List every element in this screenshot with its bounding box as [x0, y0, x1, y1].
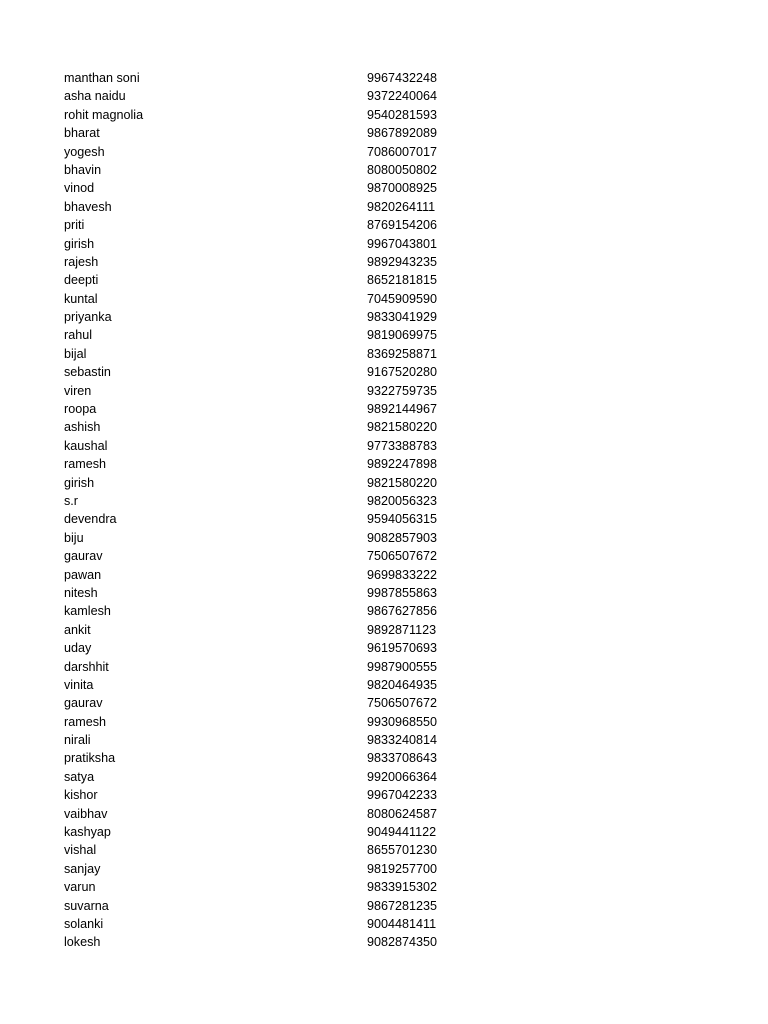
contact-row: [64, 860, 464, 878]
contact-name: bijal: [64, 346, 87, 361]
contact-row: [64, 69, 464, 87]
contact-name: gaurav: [64, 696, 103, 711]
contact-row: [64, 676, 464, 694]
contact-name: manthan soni: [64, 71, 140, 85]
contact-name: nirali: [64, 733, 91, 748]
contact-row: [64, 308, 464, 326]
contact-phone: 9322759735: [367, 383, 438, 398]
contact-name: yogesh: [64, 144, 105, 159]
contact-name: sanjay: [64, 861, 101, 876]
contact-name: bhavesh: [64, 199, 112, 214]
contact-row: [64, 749, 464, 767]
contact-phone: 9820056323: [367, 493, 438, 508]
contact-name: satya: [64, 769, 95, 784]
contact-phone: 8652181815: [367, 273, 438, 288]
contact-phone: 9987855863: [367, 585, 438, 600]
contact-row: [64, 492, 464, 510]
contact-phone: 8369258871: [367, 346, 438, 361]
contact-phone: 9892247898: [367, 457, 438, 472]
contact-name: kuntal: [64, 291, 98, 306]
contact-phone: 9867281235: [367, 898, 438, 913]
contact-phone: 7086007017: [367, 144, 438, 159]
contact-phone: 9821580220: [367, 420, 438, 435]
contact-phone: 9967432248: [367, 71, 438, 85]
contact-row: [64, 713, 464, 731]
contact-row: [64, 235, 464, 253]
contact-name: biju: [64, 530, 84, 545]
contact-row: [64, 474, 464, 492]
contact-name: girish: [64, 475, 95, 490]
contact-name: kamlesh: [64, 604, 111, 619]
contact-row: [64, 418, 464, 436]
contact-row: [64, 841, 464, 859]
contact-phone: 9049441122: [367, 825, 437, 840]
contact-phone: 9004481411: [367, 916, 437, 931]
contact-row: [64, 805, 464, 823]
contact-row: [64, 326, 464, 344]
contact-name: priyanka: [64, 310, 112, 325]
contact-phone: 8080624587: [367, 806, 438, 821]
contact-row: [64, 768, 464, 786]
contact-name: viren: [64, 383, 92, 398]
contact-row: [64, 602, 464, 620]
contact-phone: 9833041929: [367, 310, 438, 325]
contact-row: [64, 584, 464, 602]
contact-row: [64, 198, 464, 216]
contact-name: darshhit: [64, 659, 109, 674]
contact-phone: 8080050802: [367, 162, 438, 177]
contact-name: suvarna: [64, 898, 109, 913]
contact-row: [64, 658, 464, 676]
contact-phone: 9540281593: [367, 107, 438, 122]
contact-phone: 9619570693: [367, 641, 438, 656]
contact-row: [64, 621, 464, 639]
contact-name: vaibhav: [64, 806, 108, 821]
contact-name: deepti: [64, 273, 99, 288]
contact-phone: 9892871123: [367, 622, 437, 637]
contact-row: [64, 455, 464, 473]
contact-phone: 9699833222: [367, 567, 438, 582]
contact-name: bharat: [64, 126, 100, 141]
contact-name: vinod: [64, 181, 95, 196]
contact-phone: 9867627856: [367, 604, 438, 619]
contact-phone: 9082874350: [367, 935, 438, 950]
contact-name: rajesh: [64, 254, 99, 269]
contact-phone: 9930968550: [367, 714, 438, 729]
contact-name: ramesh: [64, 714, 106, 729]
contact-row: [64, 87, 464, 105]
contact-row: [64, 400, 464, 418]
contact-row: [64, 290, 464, 308]
contact-name: ramesh: [64, 457, 106, 472]
contact-phone: 8769154206: [367, 218, 438, 233]
contact-phone: 9820464935: [367, 677, 438, 692]
contact-name: solanki: [64, 916, 104, 931]
contact-phone: 9372240064: [367, 89, 438, 104]
contact-name: devendra: [64, 512, 117, 527]
contact-row: [64, 731, 464, 749]
contact-name: vinita: [64, 677, 94, 692]
contact-row: [64, 529, 464, 547]
contact-row: [64, 694, 464, 712]
contact-name: kishor: [64, 788, 98, 803]
contact-phone: 9833708643: [367, 751, 438, 766]
contact-name: ashish: [64, 420, 101, 435]
contact-phone: 9819257700: [367, 861, 438, 876]
contact-phone: 9967043801: [367, 236, 438, 251]
contact-phone: 9870008925: [367, 181, 438, 196]
contact-name: gaurav: [64, 549, 103, 564]
contact-row: [64, 437, 464, 455]
contact-phone: 9819069975: [367, 328, 438, 343]
contact-name: priti: [64, 218, 85, 233]
contact-name: kashyap: [64, 825, 111, 840]
contact-list: [64, 69, 464, 952]
contact-row: [64, 363, 464, 381]
contact-name: uday: [64, 641, 92, 656]
contact-row: [64, 566, 464, 584]
contact-name: pratiksha: [64, 751, 116, 766]
contact-row: [64, 161, 464, 179]
contact-phone: 9820264111: [367, 199, 436, 214]
contact-phone: 9892144967: [367, 402, 438, 417]
contact-phone: 9867892089: [367, 126, 438, 141]
contact-row: [64, 345, 464, 363]
contact-row: [64, 915, 464, 933]
contact-phone: 9773388783: [367, 438, 438, 453]
contact-phone: 9920066364: [367, 769, 438, 784]
contact-name: girish: [64, 236, 95, 251]
contact-row: [64, 124, 464, 142]
contact-row: [64, 510, 464, 528]
contact-phone: 9594056315: [367, 512, 438, 527]
contact-phone: 7506507672: [367, 696, 438, 711]
contact-row: [64, 786, 464, 804]
contact-phone: 9833915302: [367, 880, 438, 895]
contact-phone: 9167520280: [367, 365, 438, 380]
contact-name: rohit magnolia: [64, 107, 144, 122]
contact-phone: 9967042233: [367, 788, 438, 803]
contact-row: [64, 216, 464, 234]
contact-name: ankit: [64, 622, 91, 637]
contact-name: rahul: [64, 328, 93, 343]
contact-name: roopa: [64, 402, 97, 417]
contact-phone: 9821580220: [367, 475, 438, 490]
contact-row: [64, 878, 464, 896]
contact-name: lokesh: [64, 935, 101, 950]
contact-row: [64, 933, 464, 951]
contact-row: [64, 253, 464, 271]
contact-name: varun: [64, 880, 96, 895]
contact-row: [64, 547, 464, 565]
contact-phone: 9833240814: [367, 733, 438, 748]
contact-row: [64, 179, 464, 197]
contact-row: [64, 897, 464, 915]
contact-row: [64, 382, 464, 400]
contact-row: [64, 143, 464, 161]
contact-name: kaushal: [64, 438, 108, 453]
contact-name: sebastin: [64, 365, 111, 380]
contact-phone: 9082857903: [367, 530, 438, 545]
contact-name: vishal: [64, 843, 97, 858]
contact-name: asha naidu: [64, 89, 126, 104]
contact-phone: 7506507672: [367, 549, 438, 564]
contact-name: nitesh: [64, 585, 98, 600]
contact-row: [64, 639, 464, 657]
contact-phone: 8655701230: [367, 843, 438, 858]
contact-name: s.r: [64, 493, 78, 508]
contact-phone: 7045909590: [367, 291, 438, 306]
contact-phone: 9987900555: [367, 659, 438, 674]
contact-phone: 9892943235: [367, 254, 438, 269]
contact-name: pawan: [64, 567, 102, 582]
contact-row: [64, 823, 464, 841]
contact-name: bhavin: [64, 162, 102, 177]
contact-row: [64, 106, 464, 124]
contact-row: [64, 271, 464, 289]
